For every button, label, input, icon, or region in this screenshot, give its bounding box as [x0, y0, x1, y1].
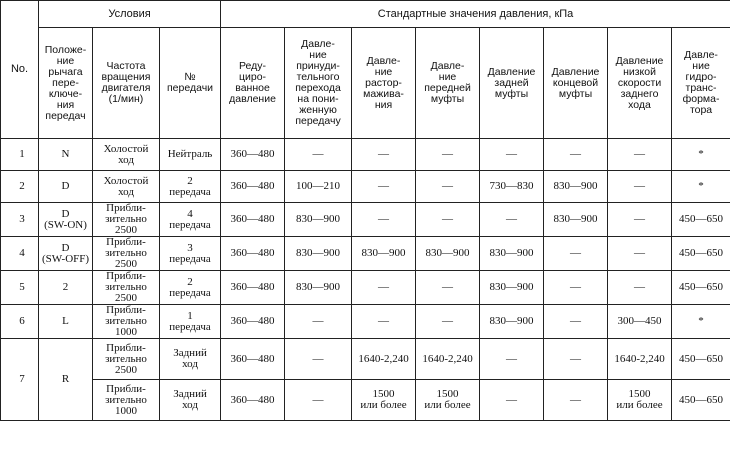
header-gear-number: № передачи — [160, 28, 221, 139]
table-cell: 300—450 — [608, 305, 672, 339]
table-cell: N — [39, 139, 93, 171]
table-cell: Холостой ход — [93, 139, 160, 171]
table-cell: Прибли- зительно 1000 — [93, 305, 160, 339]
table-cell: 1500 или более — [608, 380, 672, 421]
header-reduced-pressure: Реду- циро- ванное давление — [221, 28, 285, 139]
table-cell: 4 передача — [160, 203, 221, 237]
table-cell: 450—650 — [672, 380, 730, 421]
table-cell: R — [39, 339, 93, 421]
table-cell: 830—900 — [285, 271, 352, 305]
table-cell: * — [672, 139, 730, 171]
table-row — [1, 271, 730, 305]
table-cell: — — [352, 305, 416, 339]
table-cell: — — [544, 271, 608, 305]
row-number: 4 — [1, 237, 39, 271]
header-no: No. — [1, 1, 39, 139]
table-cell: Холостой ход — [93, 171, 160, 203]
table-cell: 830—900 — [480, 237, 544, 271]
table-cell: — — [416, 171, 480, 203]
table-cell: 360—480 — [221, 139, 285, 171]
header-end-clutch-pressure: Давление концевой муфты — [544, 28, 608, 139]
table-cell: 360—480 — [221, 237, 285, 271]
table-cell: 2 — [39, 271, 93, 305]
table-row — [1, 305, 730, 339]
table-cell: 830—900 — [544, 203, 608, 237]
header-low-reverse-pressure: Давление низкой скорости заднего хода — [608, 28, 672, 139]
table-cell: — — [608, 237, 672, 271]
header-pressure: Стандартные значения давления, кПа — [221, 1, 730, 28]
table-cell: 830—900 — [285, 203, 352, 237]
table-cell: Прибли- зительно 2500 — [93, 339, 160, 380]
table-cell: Прибли- зительно 1000 — [93, 380, 160, 421]
table-cell: L — [39, 305, 93, 339]
table-cell: — — [544, 380, 608, 421]
table-cell: 1500 или более — [416, 380, 480, 421]
table-cell: — — [416, 139, 480, 171]
table-cell: — — [285, 339, 352, 380]
header-lever-position: Положе- ние рычага пере- ключе- ния передач — [39, 28, 93, 139]
table-cell: 830—900 — [544, 171, 608, 203]
table-cell: — — [285, 305, 352, 339]
table-cell: Прибли- зительно 2500 — [93, 237, 160, 271]
table-cell: 1640-2,240 — [608, 339, 672, 380]
table-cell: — — [608, 203, 672, 237]
table-cell: — — [416, 203, 480, 237]
table-cell: 1640-2,240 — [416, 339, 480, 380]
table-row — [1, 203, 730, 237]
table-row — [1, 237, 730, 271]
table-row — [1, 171, 730, 203]
header-engine-speed: Частота вращения двигателя (1/мин) — [93, 28, 160, 139]
table-cell: 360—480 — [221, 171, 285, 203]
table-cell: 100—210 — [285, 171, 352, 203]
table-cell: — — [544, 139, 608, 171]
table-cell: 830—900 — [480, 271, 544, 305]
table-row — [1, 380, 730, 421]
table-cell: 2 передача — [160, 171, 221, 203]
table-cell: — — [480, 339, 544, 380]
table-cell: 450—650 — [672, 339, 730, 380]
table-cell: 830—900 — [285, 237, 352, 271]
table-cell: — — [544, 339, 608, 380]
table-cell: 730—830 — [480, 171, 544, 203]
table-cell: — — [416, 271, 480, 305]
table-cell: * — [672, 305, 730, 339]
table-cell: — — [352, 271, 416, 305]
table-cell: — — [480, 139, 544, 171]
table-row — [1, 139, 730, 171]
row-number: 3 — [1, 203, 39, 237]
table-cell: Задний ход — [160, 339, 221, 380]
table-cell: 450—650 — [672, 271, 730, 305]
table-cell: 1 передача — [160, 305, 221, 339]
table-cell: D (SW-ON) — [39, 203, 93, 237]
table-cell: 360—480 — [221, 339, 285, 380]
table-cell: 830—900 — [480, 305, 544, 339]
row-number: 7 — [1, 339, 39, 421]
table-cell: — — [480, 380, 544, 421]
table-cell: 450—650 — [672, 203, 730, 237]
header-unlock-pressure: Давле- ние растор- мажива- ния — [352, 28, 416, 139]
table-cell: 360—480 — [221, 305, 285, 339]
table-cell: — — [480, 203, 544, 237]
table-cell: Задний ход — [160, 380, 221, 421]
table-cell: 2 передача — [160, 271, 221, 305]
table-cell: — — [544, 305, 608, 339]
table-cell: — — [352, 171, 416, 203]
table-cell: Прибли- зительно 2500 — [93, 271, 160, 305]
table-cell: 450—650 — [672, 237, 730, 271]
table-cell: — — [608, 271, 672, 305]
row-number: 1 — [1, 139, 39, 171]
row-number: 5 — [1, 271, 39, 305]
table-cell: 360—480 — [221, 271, 285, 305]
table-cell: — — [416, 305, 480, 339]
header-converter-pressure: Давле- ние гидро- транс- форма- тора — [672, 28, 730, 139]
table-cell: 1500 или более — [352, 380, 416, 421]
table-cell: — — [285, 139, 352, 171]
table-cell: — — [608, 139, 672, 171]
table-row — [1, 339, 730, 380]
table-cell: * — [672, 171, 730, 203]
table-cell: — — [352, 139, 416, 171]
table-cell: Нейтраль — [160, 139, 221, 171]
header-front-clutch-pressure: Давле- ние передней муфты — [416, 28, 480, 139]
table-cell: — — [608, 171, 672, 203]
header-conditions: Условия — [39, 1, 221, 28]
table-cell: D — [39, 171, 93, 203]
table-cell: — — [285, 380, 352, 421]
row-number: 2 — [1, 171, 39, 203]
table-cell: Прибли- зительно 2500 — [93, 203, 160, 237]
table-cell: 360—480 — [221, 380, 285, 421]
table-cell: 1640-2,240 — [352, 339, 416, 380]
table-cell: — — [544, 237, 608, 271]
table-cell: 360—480 — [221, 203, 285, 237]
table-cell: 3 передача — [160, 237, 221, 271]
table-cell: — — [352, 203, 416, 237]
table-cell: D (SW-OFF) — [39, 237, 93, 271]
row-number: 6 — [1, 305, 39, 339]
header-rear-clutch-pressure: Давление задней муфты — [480, 28, 544, 139]
header-kickdown-pressure: Давле- ние принуди- тельного перехода на пони- женную передачу — [285, 28, 352, 139]
table-cell: 830—900 — [352, 237, 416, 271]
table-cell: 830—900 — [416, 237, 480, 271]
